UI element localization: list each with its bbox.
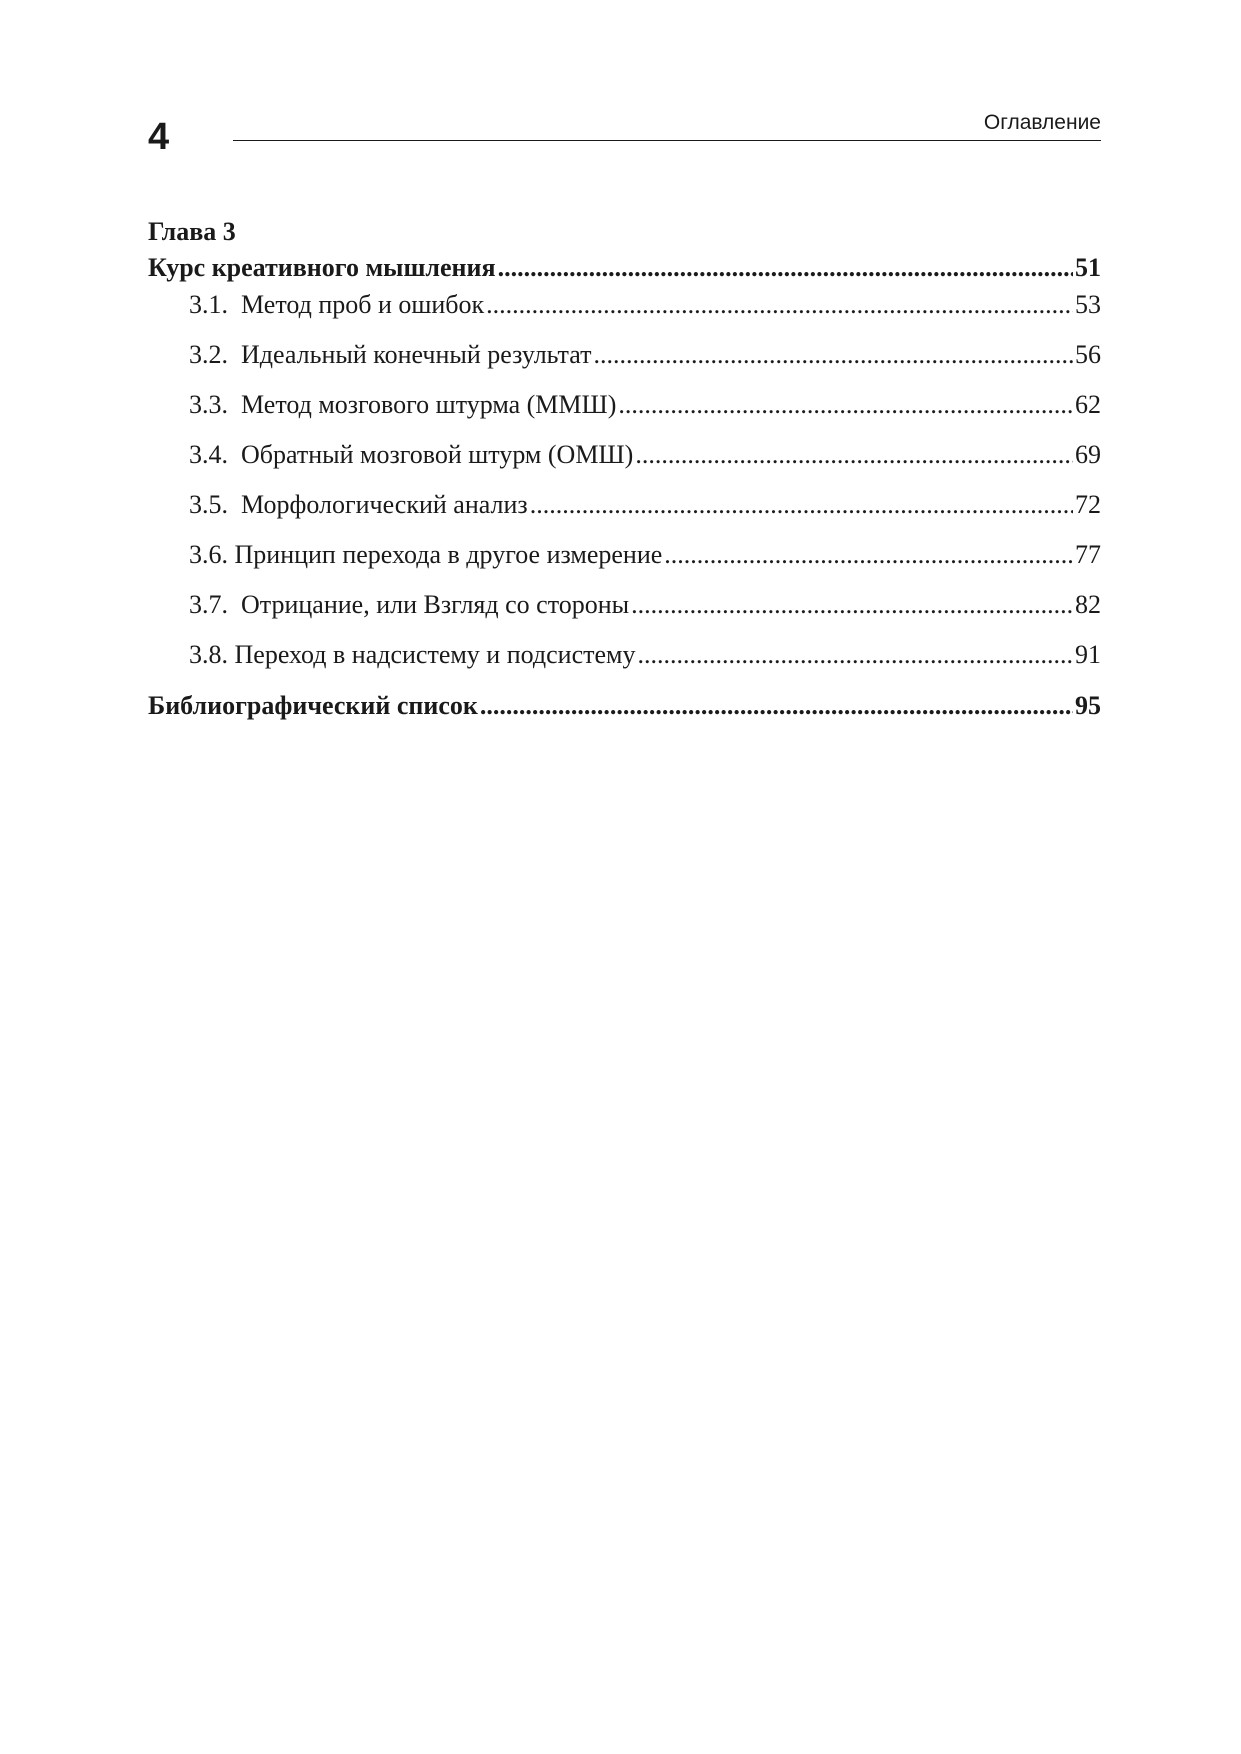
dot-leader	[498, 250, 1073, 286]
toc-entry-page: 62	[1075, 390, 1101, 419]
toc-entry-section[interactable]	[148, 536, 1101, 586]
dot-leader	[635, 436, 1073, 474]
toc-entry-page: 53	[1075, 290, 1101, 319]
toc-entry-title: 3.5. Морфологический анализ	[189, 490, 528, 519]
toc-entry-title: 3.8. Переход в надсистему и подсистему	[189, 640, 636, 669]
toc-entry-section[interactable]	[148, 636, 1101, 686]
toc-entry-title: 3.1. Метод проб и ошибок	[189, 290, 485, 319]
toc-entry-section[interactable]	[148, 486, 1101, 536]
toc-entry-page: 69	[1075, 440, 1101, 469]
toc-entry-title: 3.3. Метод мозгового штурма (ММШ)	[189, 390, 617, 419]
toc-entry-page: 95	[1075, 691, 1101, 720]
toc-entry-section[interactable]	[148, 586, 1101, 636]
toc-entry-title: 3.7. Отрицание, или Взгляд со стороны	[189, 590, 630, 619]
toc-entry-section[interactable]	[148, 336, 1101, 386]
toc-entry-section[interactable]	[148, 386, 1101, 436]
running-head-title: Оглавление	[983, 111, 1101, 134]
dot-leader	[530, 486, 1073, 524]
chapter-label: Глава 3	[148, 217, 236, 246]
toc-entry-title: Библиографический список	[148, 691, 478, 720]
dot-leader	[631, 586, 1073, 624]
page-number: 4	[148, 116, 170, 158]
toc-entry-chapter[interactable]	[148, 250, 1101, 286]
dot-leader	[593, 336, 1073, 374]
dot-leader	[618, 386, 1073, 424]
dot-leader	[637, 636, 1073, 674]
toc-entry-page: 72	[1075, 490, 1101, 519]
toc-entry-page: 51	[1075, 253, 1101, 282]
toc-entry-section[interactable]	[148, 286, 1101, 324]
toc-entry-title: 3.2. Идеальный конечный результат	[189, 340, 592, 369]
toc-entry-page: 77	[1075, 540, 1101, 569]
header-rule	[233, 140, 1101, 141]
toc-entry-page: 82	[1075, 590, 1101, 619]
dot-leader	[480, 688, 1073, 724]
dot-leader	[486, 286, 1073, 324]
toc-entry-page: 91	[1075, 640, 1101, 669]
toc-entry-title: 3.4. Обратный мозговой штурм (ОМШ)	[189, 440, 634, 469]
toc-entry-section[interactable]	[148, 436, 1101, 486]
toc-entry-title: 3.6. Принцип перехода в другое измерение	[189, 540, 663, 569]
toc-entry-bibliography[interactable]	[148, 688, 1101, 724]
table-of-contents	[148, 214, 1101, 724]
dot-leader	[664, 536, 1073, 574]
toc-entry-page: 56	[1075, 340, 1101, 369]
toc-entry-title: Курс креативного мышления	[148, 253, 496, 282]
